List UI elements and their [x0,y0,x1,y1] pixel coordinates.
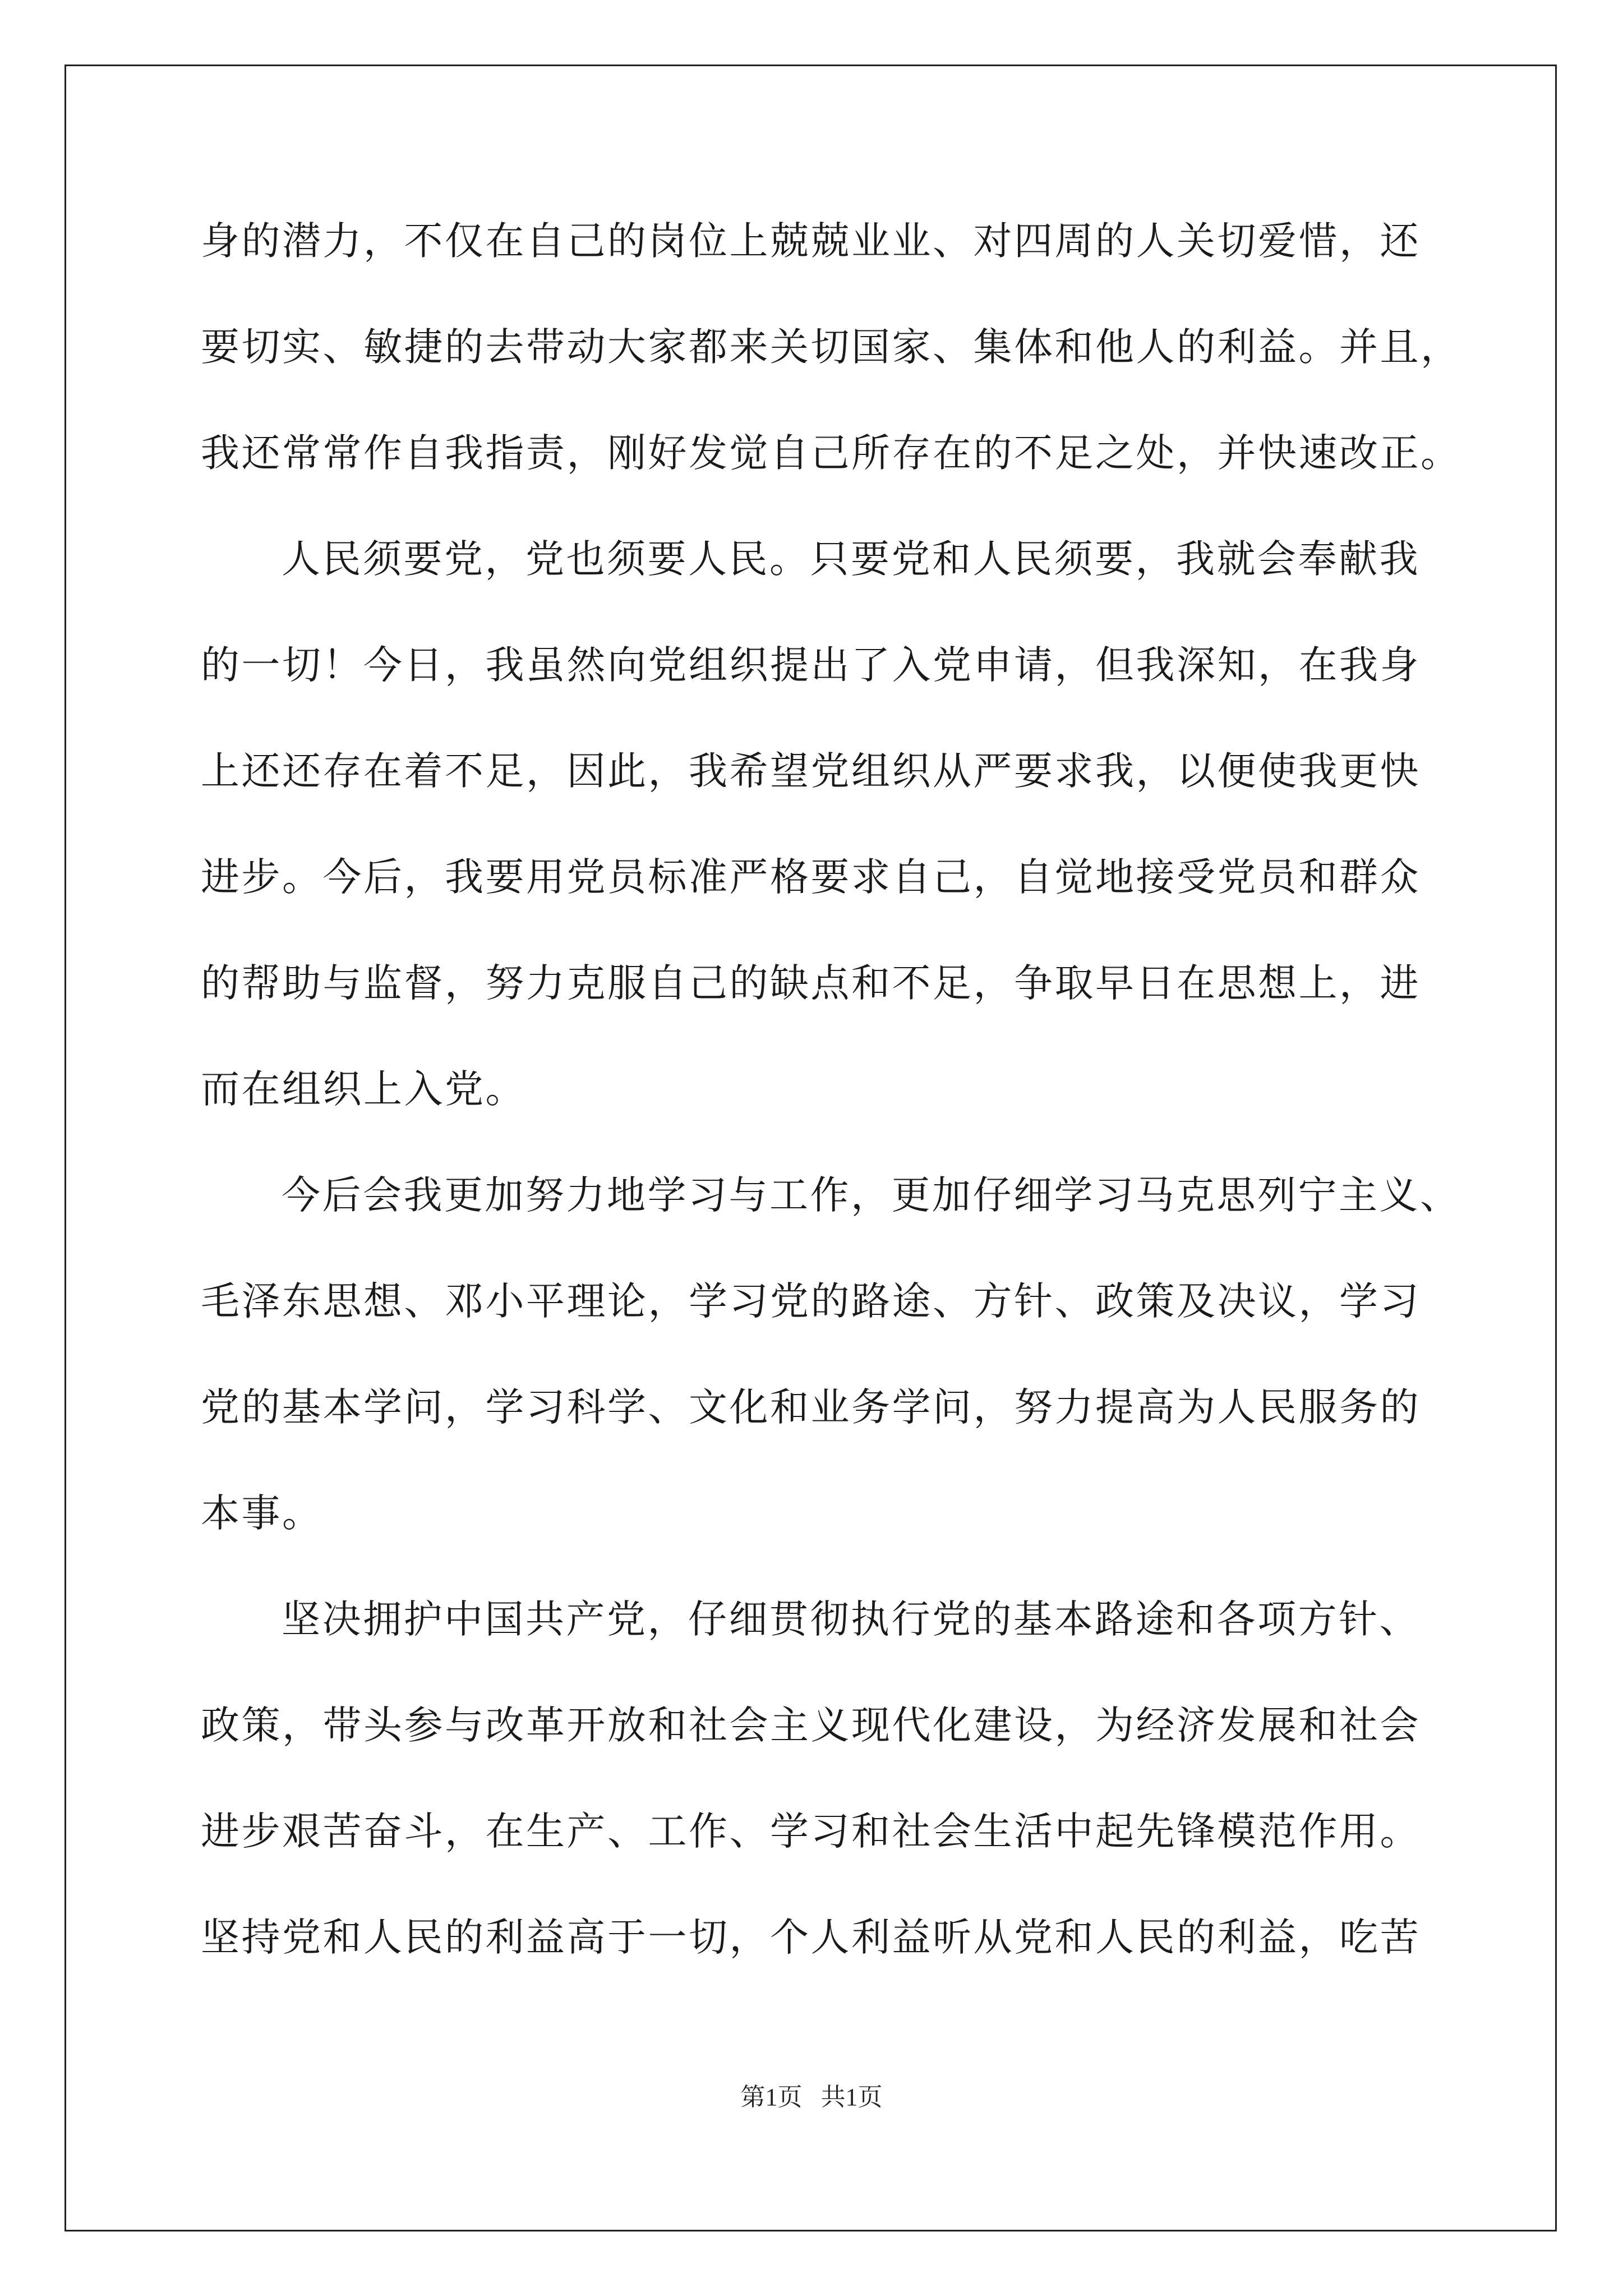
text-line: 进步艰苦奋斗，在生产、工作、学习和社会生活中起先锋模范作用。 [201,1809,1421,1854]
paragraph-first-line: 坚决拥护中国共产党，仔细贯彻执行党的基本路途和各项方针、 [282,1597,1420,1642]
text-line: 我还常常作自我指责，刚好发觉自己所存在的不足之处，并快速改正。 [201,431,1461,476]
text-line: 进步。今后，我要用党员标准严格要求自己，自觉地接受党员和群众 [201,855,1421,900]
text-line: 而在组织上入党。 [201,1067,526,1112]
text-line: 的帮助与监督，努力克服自己的缺点和不足，争取早日在思想上，进 [201,961,1421,1006]
text-line: 身的潜力，不仅在自己的岗位上兢兢业业、对四周的人关切爱惜，还 [201,219,1421,264]
text-line: 坚持党和人民的利益高于一切，个人利益听从党和人民的利益，吃苦 [201,1915,1421,1960]
text-line: 本事。 [201,1491,323,1536]
text-line: 要切实、敏捷的去带动大家都来关切国家、集体和他人的利益。并且， [201,325,1461,370]
document-body [201,214,1461,2017]
text-line: 毛泽东思想、邓小平理论，学习党的路途、方针、政策及决议，学习 [201,1279,1421,1324]
text-line: 上还还存在着不足，因此，我希望党组织从严要求我，以便使我更快 [201,749,1421,794]
page-footer: 第1页 共1页 [740,2083,883,2111]
text-line: 党的基本学问，学习科学、文化和业务学问，努力提高为人民服务的 [201,1385,1421,1430]
paragraph-first-line: 今后会我更加努力地学习与工作，更加仔细学习马克思列宁主义、 [282,1173,1461,1218]
paragraph-first-line: 人民须要党，党也须要人民。只要党和人民须要，我就会奉献我 [282,537,1420,582]
text-line: 的一切！今日，我虽然向党组织提出了入党申请，但我深知，在我身 [201,643,1421,688]
text-line: 政策，带头参与改革开放和社会主义现代化建设，为经济发展和社会 [201,1703,1421,1748]
